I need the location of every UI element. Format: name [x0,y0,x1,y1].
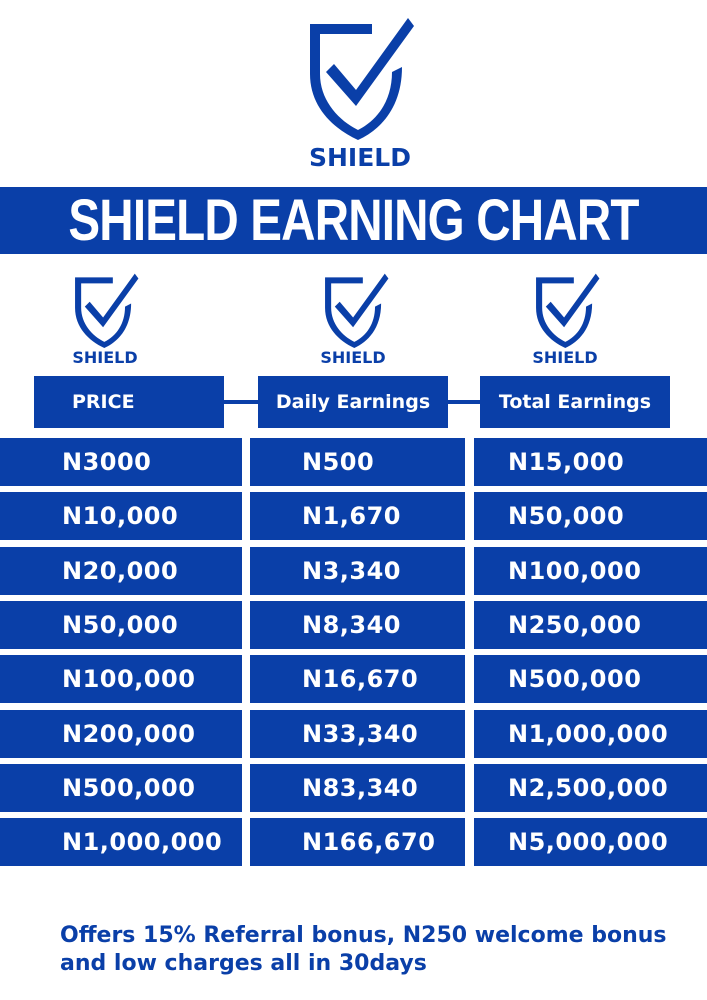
table-cell-daily-earnings: N166,670 [250,818,465,866]
table-cell-daily-earnings: N16,670 [250,655,465,703]
header-connector [224,400,260,404]
table-cell-total-earnings: N250,000 [474,601,707,649]
table-cell-daily-earnings: N500 [250,438,465,486]
table-cell-price: N3000 [0,438,242,486]
table-cell-daily-earnings: N83,340 [250,764,465,812]
table-cell-total-earnings: N100,000 [474,547,707,595]
table-cell-daily-earnings: N3,340 [250,547,465,595]
table-cell-price: N200,000 [0,710,242,758]
column-header-price: PRICE [34,376,224,428]
shield-check-icon [529,270,601,348]
table-cell-daily-earnings: N1,670 [250,492,465,540]
brand-name: SHIELD [309,143,411,172]
table-cell-price: N20,000 [0,547,242,595]
shield-check-icon [300,12,415,140]
column-header-daily-earnings: Daily Earnings [258,376,448,428]
shield-check-icon [68,270,140,348]
brand-name: SHIELD [72,348,138,367]
table-cell-daily-earnings: N33,340 [250,710,465,758]
column-header-total-earnings: Total Earnings [480,376,670,428]
page-title: SHIELD EARNING CHART [68,188,639,253]
table-cell-daily-earnings: N8,340 [250,601,465,649]
brand-name: SHIELD [532,348,598,367]
table-cell-total-earnings: N2,500,000 [474,764,707,812]
table-cell-total-earnings: N5,000,000 [474,818,707,866]
table-cell-price: N50,000 [0,601,242,649]
table-cell-price: N1,000,000 [0,818,242,866]
table-cell-total-earnings: N1,000,000 [474,710,707,758]
brand-name: SHIELD [320,348,386,367]
shield-check-icon [318,270,390,348]
footer-note: Offers 15% Referral bonus, N250 welcome bonus and low charges all in 30days [60,923,667,976]
table-cell-price: N10,000 [0,492,242,540]
table-cell-total-earnings: N50,000 [474,492,707,540]
table-cell-price: N500,000 [0,764,242,812]
table-cell-total-earnings: N15,000 [474,438,707,486]
table-cell-price: N100,000 [0,655,242,703]
header-connector [447,400,481,404]
table-cell-total-earnings: N500,000 [474,655,707,703]
